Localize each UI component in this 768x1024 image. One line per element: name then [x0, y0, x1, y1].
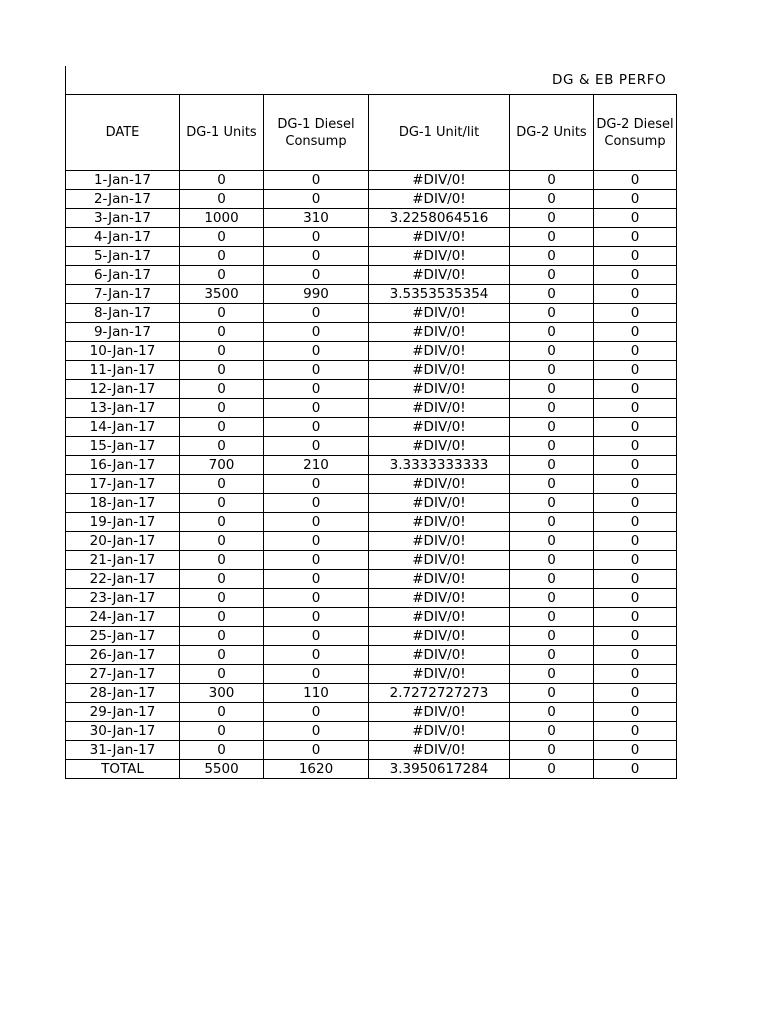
table-body — [66, 171, 677, 760]
cell-dg1-units[interactable]: 0 — [180, 323, 264, 342]
table-row — [66, 437, 677, 456]
table-row — [66, 266, 677, 285]
cell-dg1-unit-per-lit[interactable]: #DIV/0! — [369, 342, 510, 361]
cell-dg1-units[interactable]: 0 — [180, 608, 264, 627]
cell-date[interactable]: 21-Jan-17 — [66, 551, 180, 570]
cell-date[interactable]: 28-Jan-17 — [66, 684, 180, 703]
cell-dg1-units[interactable]: 1000 — [180, 209, 264, 228]
cell-dg1-unit-per-lit[interactable]: #DIV/0! — [369, 589, 510, 608]
title-row — [65, 66, 676, 94]
cell-dg2-units[interactable]: 0 — [510, 551, 594, 570]
cell-dg2-units[interactable]: 0 — [510, 684, 594, 703]
cell-dg1-units[interactable]: 0 — [180, 627, 264, 646]
cell-dg2-diesel[interactable]: 0 — [594, 494, 677, 513]
cell-dg2-units[interactable]: 0 — [510, 342, 594, 361]
cell-dg1-unit-per-lit[interactable]: 3.5353535354 — [369, 285, 510, 304]
cell-dg1-units[interactable]: 0 — [180, 380, 264, 399]
cell-dg1-diesel[interactable]: 0 — [264, 418, 369, 437]
table-row — [66, 703, 677, 722]
cell-date[interactable]: 24-Jan-17 — [66, 608, 180, 627]
cell-date[interactable]: 20-Jan-17 — [66, 532, 180, 551]
cell-dg1-units[interactable]: 0 — [180, 247, 264, 266]
cell-dg1-diesel[interactable]: 0 — [264, 323, 369, 342]
cell-dg1-unit-per-lit[interactable]: #DIV/0! — [369, 532, 510, 551]
cell-dg1-units[interactable]: 0 — [180, 437, 264, 456]
cell-dg1-unit-per-lit[interactable]: #DIV/0! — [369, 513, 510, 532]
cell-dg2-units[interactable]: 0 — [510, 646, 594, 665]
cell-dg2-diesel[interactable]: 0 — [594, 513, 677, 532]
cell-dg1-diesel[interactable]: 0 — [264, 722, 369, 741]
total-row — [66, 760, 677, 779]
cell-dg1-diesel[interactable]: 210 — [264, 456, 369, 475]
cell-date[interactable]: 6-Jan-17 — [66, 266, 180, 285]
cell-dg1-diesel[interactable]: 0 — [264, 741, 369, 760]
cell-dg2-units[interactable]: 0 — [510, 304, 594, 323]
cell-dg1-unit-per-lit[interactable]: #DIV/0! — [369, 190, 510, 209]
table-row — [66, 513, 677, 532]
table-row — [66, 741, 677, 760]
cell-dg1-units[interactable]: 0 — [180, 228, 264, 247]
cell-dg1-diesel[interactable]: 0 — [264, 703, 369, 722]
table-row — [66, 608, 677, 627]
table-row — [66, 551, 677, 570]
cell-dg1-diesel[interactable]: 110 — [264, 684, 369, 703]
cell-date[interactable]: 23-Jan-17 — [66, 589, 180, 608]
cell-date[interactable]: 8-Jan-17 — [66, 304, 180, 323]
cell-dg1-units[interactable]: 0 — [180, 266, 264, 285]
cell-date[interactable]: 4-Jan-17 — [66, 228, 180, 247]
cell-dg1-unit-per-lit[interactable]: #DIV/0! — [369, 361, 510, 380]
cell-dg2-diesel[interactable]: 0 — [594, 665, 677, 684]
cell-dg1-diesel[interactable]: 0 — [264, 380, 369, 399]
cell-dg2-units[interactable]: 0 — [510, 532, 594, 551]
table-row — [66, 285, 677, 304]
cell-date[interactable]: 29-Jan-17 — [66, 703, 180, 722]
cell-dg2-units[interactable]: 0 — [510, 418, 594, 437]
cell-dg1-unit-per-lit[interactable]: #DIV/0! — [369, 608, 510, 627]
cell-dg1-diesel[interactable]: 0 — [264, 589, 369, 608]
header-dg1-units[interactable]: DG-1 Units — [180, 95, 264, 171]
cell-dg1-units[interactable]: 0 — [180, 361, 264, 380]
cell-date[interactable]: 30-Jan-17 — [66, 722, 180, 741]
cell-date[interactable]: 10-Jan-17 — [66, 342, 180, 361]
cell-dg2-units[interactable]: 0 — [510, 665, 594, 684]
cell-dg2-diesel[interactable]: 0 — [594, 304, 677, 323]
cell-dg2-diesel[interactable]: 0 — [594, 380, 677, 399]
cell-dg1-units[interactable]: 0 — [180, 171, 264, 190]
cell-dg2-units[interactable]: 0 — [510, 513, 594, 532]
cell-dg1-unit-per-lit[interactable]: #DIV/0! — [369, 570, 510, 589]
cell-dg1-unit-per-lit[interactable]: #DIV/0! — [369, 247, 510, 266]
header-dg1-diesel[interactable]: DG-1 Diesel Consump — [264, 95, 369, 171]
cell-dg1-units[interactable]: 0 — [180, 646, 264, 665]
total-dg2-units[interactable]: 0 — [510, 760, 594, 779]
cell-dg2-units[interactable]: 0 — [510, 627, 594, 646]
cell-dg1-unit-per-lit[interactable]: 3.3333333333 — [369, 456, 510, 475]
cell-dg1-unit-per-lit[interactable]: #DIV/0! — [369, 703, 510, 722]
cell-dg1-unit-per-lit[interactable]: #DIV/0! — [369, 171, 510, 190]
cell-dg1-diesel[interactable]: 0 — [264, 342, 369, 361]
cell-date[interactable]: 14-Jan-17 — [66, 418, 180, 437]
cell-date[interactable]: 7-Jan-17 — [66, 285, 180, 304]
header-date[interactable]: DATE — [66, 95, 180, 171]
cell-dg2-units[interactable]: 0 — [510, 285, 594, 304]
total-label[interactable]: TOTAL — [66, 760, 180, 779]
cell-dg1-units[interactable]: 0 — [180, 513, 264, 532]
cell-dg2-diesel[interactable]: 0 — [594, 418, 677, 437]
cell-dg1-diesel[interactable]: 0 — [264, 551, 369, 570]
cell-dg2-units[interactable]: 0 — [510, 361, 594, 380]
cell-dg1-units[interactable]: 0 — [180, 190, 264, 209]
cell-dg2-diesel[interactable]: 0 — [594, 532, 677, 551]
cell-dg1-unit-per-lit[interactable]: #DIV/0! — [369, 304, 510, 323]
cell-dg2-diesel[interactable]: 0 — [594, 646, 677, 665]
cell-date[interactable]: 11-Jan-17 — [66, 361, 180, 380]
cell-dg2-units[interactable]: 0 — [510, 703, 594, 722]
cell-dg2-diesel[interactable]: 0 — [594, 247, 677, 266]
cell-dg2-diesel[interactable]: 0 — [594, 475, 677, 494]
cell-dg2-units[interactable]: 0 — [510, 190, 594, 209]
table-row — [66, 627, 677, 646]
cell-date[interactable]: 5-Jan-17 — [66, 247, 180, 266]
cell-dg1-diesel[interactable]: 990 — [264, 285, 369, 304]
header-dg1-unit-per-lit[interactable]: DG-1 Unit/lit — [369, 95, 510, 171]
table-row — [66, 589, 677, 608]
header-dg2-diesel[interactable]: DG-2 Diesel Consump — [594, 95, 677, 171]
sheet-title: DG & EB PERFO — [552, 72, 667, 88]
cell-date[interactable]: 3-Jan-17 — [66, 209, 180, 228]
cell-dg1-diesel[interactable]: 0 — [264, 570, 369, 589]
cell-dg1-units[interactable]: 0 — [180, 589, 264, 608]
cell-dg2-diesel[interactable]: 0 — [594, 456, 677, 475]
total-dg1-diesel[interactable]: 1620 — [264, 760, 369, 779]
table-row — [66, 171, 677, 190]
cell-dg2-diesel[interactable]: 0 — [594, 741, 677, 760]
cell-dg1-diesel[interactable]: 0 — [264, 247, 369, 266]
cell-dg1-diesel[interactable]: 0 — [264, 266, 369, 285]
cell-dg2-units[interactable]: 0 — [510, 437, 594, 456]
cell-dg1-diesel[interactable]: 0 — [264, 228, 369, 247]
cell-dg2-units[interactable]: 0 — [510, 475, 594, 494]
table-row — [66, 399, 677, 418]
table-row — [66, 342, 677, 361]
total-dg1-unit-per-lit[interactable]: 3.3950617284 — [369, 760, 510, 779]
cell-dg1-diesel[interactable]: 0 — [264, 475, 369, 494]
table-row — [66, 228, 677, 247]
cell-dg1-diesel[interactable]: 0 — [264, 190, 369, 209]
cell-dg1-units[interactable]: 700 — [180, 456, 264, 475]
cell-dg1-units[interactable]: 0 — [180, 418, 264, 437]
cell-dg1-unit-per-lit[interactable]: #DIV/0! — [369, 380, 510, 399]
cell-dg2-units[interactable]: 0 — [510, 209, 594, 228]
table-row — [66, 494, 677, 513]
cell-dg2-diesel[interactable]: 0 — [594, 703, 677, 722]
cell-dg2-units[interactable]: 0 — [510, 247, 594, 266]
cell-dg2-units[interactable]: 0 — [510, 228, 594, 247]
cell-dg2-diesel[interactable]: 0 — [594, 323, 677, 342]
cell-dg2-diesel[interactable]: 0 — [594, 437, 677, 456]
cell-dg1-units[interactable]: 3500 — [180, 285, 264, 304]
table-row — [66, 570, 677, 589]
cell-dg1-diesel[interactable]: 0 — [264, 627, 369, 646]
cell-dg2-units[interactable]: 0 — [510, 741, 594, 760]
cell-dg1-unit-per-lit[interactable]: #DIV/0! — [369, 418, 510, 437]
cell-date[interactable]: 26-Jan-17 — [66, 646, 180, 665]
cell-date[interactable]: 12-Jan-17 — [66, 380, 180, 399]
total-dg2-diesel[interactable]: 0 — [594, 760, 677, 779]
cell-dg1-unit-per-lit[interactable]: #DIV/0! — [369, 228, 510, 247]
cell-dg2-diesel[interactable]: 0 — [594, 399, 677, 418]
cell-dg2-units[interactable]: 0 — [510, 171, 594, 190]
cell-dg2-units[interactable]: 0 — [510, 494, 594, 513]
cell-dg1-unit-per-lit[interactable]: #DIV/0! — [369, 551, 510, 570]
cell-dg1-diesel[interactable]: 310 — [264, 209, 369, 228]
cell-date[interactable]: 2-Jan-17 — [66, 190, 180, 209]
cell-dg1-units[interactable]: 0 — [180, 304, 264, 323]
cell-dg1-unit-per-lit[interactable]: #DIV/0! — [369, 722, 510, 741]
cell-dg1-diesel[interactable]: 0 — [264, 437, 369, 456]
cell-date[interactable]: 1-Jan-17 — [66, 171, 180, 190]
table-row — [66, 323, 677, 342]
cell-dg1-diesel[interactable]: 0 — [264, 608, 369, 627]
cell-dg1-units[interactable]: 0 — [180, 494, 264, 513]
table-row — [66, 418, 677, 437]
cell-dg2-diesel[interactable]: 0 — [594, 608, 677, 627]
cell-dg2-diesel[interactable]: 0 — [594, 589, 677, 608]
cell-dg2-diesel[interactable]: 0 — [594, 285, 677, 304]
cell-dg2-diesel[interactable]: 0 — [594, 171, 677, 190]
cell-dg2-diesel[interactable]: 0 — [594, 551, 677, 570]
header-row — [66, 95, 677, 171]
cell-dg1-units[interactable]: 0 — [180, 722, 264, 741]
performance-table — [65, 94, 677, 779]
table-row — [66, 361, 677, 380]
table-row — [66, 456, 677, 475]
cell-date[interactable]: 9-Jan-17 — [66, 323, 180, 342]
total-dg1-units[interactable]: 5500 — [180, 760, 264, 779]
cell-dg2-diesel[interactable]: 0 — [594, 342, 677, 361]
cell-dg1-units[interactable]: 0 — [180, 342, 264, 361]
cell-dg1-diesel[interactable]: 0 — [264, 399, 369, 418]
cell-date[interactable]: 17-Jan-17 — [66, 475, 180, 494]
cell-dg1-diesel[interactable]: 0 — [264, 304, 369, 323]
cell-date[interactable]: 16-Jan-17 — [66, 456, 180, 475]
cell-dg2-units[interactable]: 0 — [510, 722, 594, 741]
cell-dg1-diesel[interactable]: 0 — [264, 361, 369, 380]
cell-dg2-diesel[interactable]: 0 — [594, 627, 677, 646]
header-dg2-units[interactable]: DG-2 Units — [510, 95, 594, 171]
cell-dg1-diesel[interactable]: 0 — [264, 513, 369, 532]
table-row — [66, 380, 677, 399]
cell-date[interactable]: 27-Jan-17 — [66, 665, 180, 684]
cell-dg1-unit-per-lit[interactable]: #DIV/0! — [369, 627, 510, 646]
cell-dg1-units[interactable]: 0 — [180, 703, 264, 722]
table-row — [66, 646, 677, 665]
spreadsheet — [65, 66, 676, 779]
cell-dg2-diesel[interactable]: 0 — [594, 266, 677, 285]
cell-dg2-diesel[interactable]: 0 — [594, 684, 677, 703]
cell-dg1-unit-per-lit[interactable]: #DIV/0! — [369, 399, 510, 418]
cell-dg2-units[interactable]: 0 — [510, 570, 594, 589]
cell-dg2-units[interactable]: 0 — [510, 266, 594, 285]
cell-dg2-units[interactable]: 0 — [510, 608, 594, 627]
cell-dg1-unit-per-lit[interactable]: #DIV/0! — [369, 494, 510, 513]
cell-date[interactable]: 19-Jan-17 — [66, 513, 180, 532]
table-row — [66, 209, 677, 228]
cell-dg2-units[interactable]: 0 — [510, 399, 594, 418]
cell-dg1-unit-per-lit[interactable]: #DIV/0! — [369, 741, 510, 760]
cell-dg1-units[interactable]: 0 — [180, 665, 264, 684]
cell-dg2-units[interactable]: 0 — [510, 589, 594, 608]
cell-dg1-unit-per-lit[interactable]: 3.2258064516 — [369, 209, 510, 228]
cell-date[interactable]: 22-Jan-17 — [66, 570, 180, 589]
cell-dg2-diesel[interactable]: 0 — [594, 570, 677, 589]
cell-dg2-diesel[interactable]: 0 — [594, 228, 677, 247]
cell-dg1-unit-per-lit[interactable]: #DIV/0! — [369, 475, 510, 494]
cell-dg1-unit-per-lit[interactable]: #DIV/0! — [369, 437, 510, 456]
table-row — [66, 247, 677, 266]
cell-dg1-diesel[interactable]: 0 — [264, 665, 369, 684]
cell-date[interactable]: 18-Jan-17 — [66, 494, 180, 513]
cell-dg1-unit-per-lit[interactable]: #DIV/0! — [369, 266, 510, 285]
cell-dg2-diesel[interactable]: 0 — [594, 209, 677, 228]
table-row — [66, 722, 677, 741]
cell-date[interactable]: 25-Jan-17 — [66, 627, 180, 646]
cell-dg2-units[interactable]: 0 — [510, 323, 594, 342]
cell-date[interactable]: 13-Jan-17 — [66, 399, 180, 418]
cell-dg1-unit-per-lit[interactable]: #DIV/0! — [369, 323, 510, 342]
table-row — [66, 684, 677, 703]
table-row — [66, 532, 677, 551]
cell-dg1-diesel[interactable]: 0 — [264, 646, 369, 665]
cell-dg1-units[interactable]: 0 — [180, 399, 264, 418]
table-row — [66, 475, 677, 494]
cell-dg2-diesel[interactable]: 0 — [594, 361, 677, 380]
cell-dg1-unit-per-lit[interactable]: 2.7272727273 — [369, 684, 510, 703]
table-row — [66, 190, 677, 209]
cell-dg1-units[interactable]: 0 — [180, 570, 264, 589]
cell-date[interactable]: 31-Jan-17 — [66, 741, 180, 760]
cell-dg1-diesel[interactable]: 0 — [264, 532, 369, 551]
cell-dg2-diesel[interactable]: 0 — [594, 722, 677, 741]
cell-dg1-diesel[interactable]: 0 — [264, 171, 369, 190]
cell-dg2-units[interactable]: 0 — [510, 456, 594, 475]
cell-dg1-units[interactable]: 0 — [180, 475, 264, 494]
cell-dg1-units[interactable]: 0 — [180, 551, 264, 570]
cell-dg1-unit-per-lit[interactable]: #DIV/0! — [369, 665, 510, 684]
cell-date[interactable]: 15-Jan-17 — [66, 437, 180, 456]
cell-dg2-units[interactable]: 0 — [510, 380, 594, 399]
cell-dg1-units[interactable]: 0 — [180, 532, 264, 551]
table-row — [66, 665, 677, 684]
cell-dg1-units[interactable]: 300 — [180, 684, 264, 703]
cell-dg1-unit-per-lit[interactable]: #DIV/0! — [369, 646, 510, 665]
table-row — [66, 304, 677, 323]
cell-dg2-diesel[interactable]: 0 — [594, 190, 677, 209]
cell-dg1-units[interactable]: 0 — [180, 741, 264, 760]
cell-dg1-diesel[interactable]: 0 — [264, 494, 369, 513]
